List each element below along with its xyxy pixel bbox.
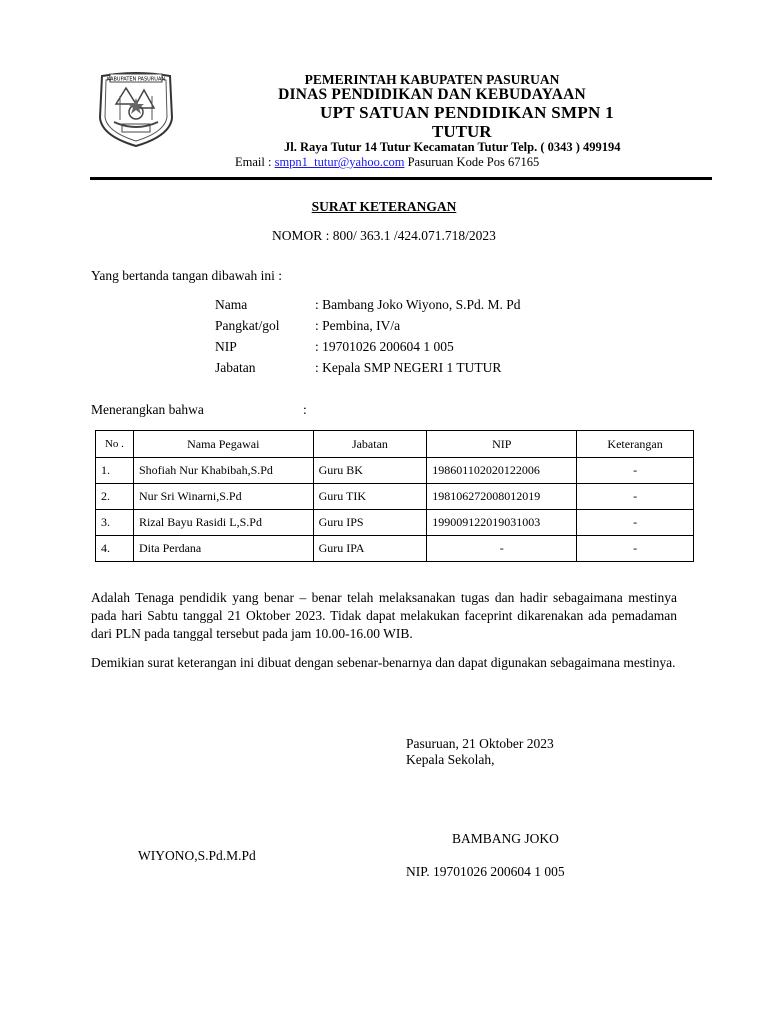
letterhead-government: PEMERINTAH KABUPATEN PASURUAN [304, 72, 560, 87]
cell-nama: Dita Perdana [133, 536, 313, 562]
header-no: No . [96, 431, 134, 458]
cell-nama: Rizal Bayu Rasidi L,S.Pd [133, 510, 313, 536]
letter-title: SURAT KETERANGAN [311, 199, 457, 214]
cell-jabatan: Guru IPA [313, 536, 427, 562]
body-paragraph-attendance: Adalah Tenaga pendidik yang benar – benar telah melaksanakan tugas dan hadir sebagaimana mestinya pada hari Sabtu tanggal 21 Oktober 2023. Tidak dapat melakukan faceprint dikarenakan ada pemadaman dari PLN pada tanggal tersebut pada jam 10.00-16.00 WIB. [91, 590, 677, 641]
table-row [96, 510, 694, 536]
cell-keterangan: - [577, 536, 694, 562]
letterhead-email-line [235, 155, 539, 170]
letterhead-school-cont: TUTUR [432, 122, 492, 141]
email-link[interactable]: smpn1_tutur@yahoo.com [274, 155, 405, 169]
signer-rank-value: : Pembina, IV/a [315, 318, 401, 333]
cell-no: 1. [96, 458, 134, 484]
header-nip: NIP [427, 431, 577, 458]
email-label: Email : [235, 155, 275, 169]
body-paragraph-closing: Demikian surat keterangan ini dibuat dengan sebenar-benarnya dan dapat digunakan sebagaimana mestinya. [91, 655, 676, 670]
place-date: Pasuruan, 21 Oktober 2023 [406, 736, 554, 751]
cell-no: 2. [96, 484, 134, 510]
letter-number: NOMOR : 800/ 363.1 /424.071.718/2023 [272, 228, 496, 243]
letterhead-school: UPT SATUAN PENDIDIKAN SMPN 1 [320, 103, 614, 122]
cell-nama: Shofiah Nur Khabibah,S.Pd [133, 458, 313, 484]
cell-jabatan: Guru IPS [313, 510, 427, 536]
table-header-row [96, 431, 694, 458]
signer-name-value: : Bambang Joko Wiyono, S.Pd. M. Pd [315, 297, 521, 312]
cell-jabatan: Guru TIK [313, 484, 427, 510]
cell-nip: 198601102020122006 [427, 458, 577, 484]
cell-no: 4. [96, 536, 134, 562]
header-keterangan: Keterangan [577, 431, 694, 458]
table-row [96, 484, 694, 510]
signer-nip-footer: NIP. 19701026 200604 1 005 [406, 864, 565, 879]
cell-jabatan: Guru BK [313, 458, 427, 484]
signer-name-label: Nama [215, 297, 248, 312]
letterhead-address: Jl. Raya Tutur 14 Tutur Kecamatan Tutur Telp. ( 0343 ) 499194 [284, 140, 621, 154]
signer-position: Kepala Sekolah, [406, 752, 495, 767]
cell-no: 3. [96, 510, 134, 536]
table-row [96, 458, 694, 484]
cell-nip: 199009122019031003 [427, 510, 577, 536]
svg-text:KABUPATEN PASURUAN: KABUPATEN PASURUAN [106, 76, 166, 83]
cell-keterangan: - [577, 458, 694, 484]
cell-nip: 198106272008012019 [427, 484, 577, 510]
intro-text: Yang bertanda tangan dibawah ini : [91, 268, 282, 283]
menerangkan-colon: : [303, 402, 307, 417]
table-row [96, 536, 694, 562]
cell-keterangan: - [577, 484, 694, 510]
letterhead-divider [90, 177, 712, 180]
signer-nip-label: NIP [215, 339, 237, 354]
cell-nip: - [427, 536, 577, 562]
signer-name-line1: BAMBANG JOKO [452, 831, 559, 846]
header-jabatan: Jabatan [313, 431, 427, 458]
signer-rank-label: Pangkat/gol [215, 318, 280, 333]
cell-nama: Nur Sri Winarni,S.Pd [133, 484, 313, 510]
signer-position-label: Jabatan [215, 360, 256, 375]
signer-position-value: : Kepala SMP NEGERI 1 TUTUR [315, 360, 502, 375]
menerangkan-label: Menerangkan bahwa [91, 402, 204, 417]
signer-name-line2: WIYONO,S.Pd.M.Pd [138, 848, 256, 863]
email-suffix: Pasuruan Kode Pos 67165 [404, 155, 540, 169]
header-nama: Nama Pegawai [133, 431, 313, 458]
cell-keterangan: - [577, 510, 694, 536]
signer-nip-value: : 19701026 200604 1 005 [315, 339, 454, 354]
employee-table [95, 430, 694, 562]
letterhead-department: DINAS PENDIDIKAN DAN KEBUDAYAAN [278, 86, 586, 103]
